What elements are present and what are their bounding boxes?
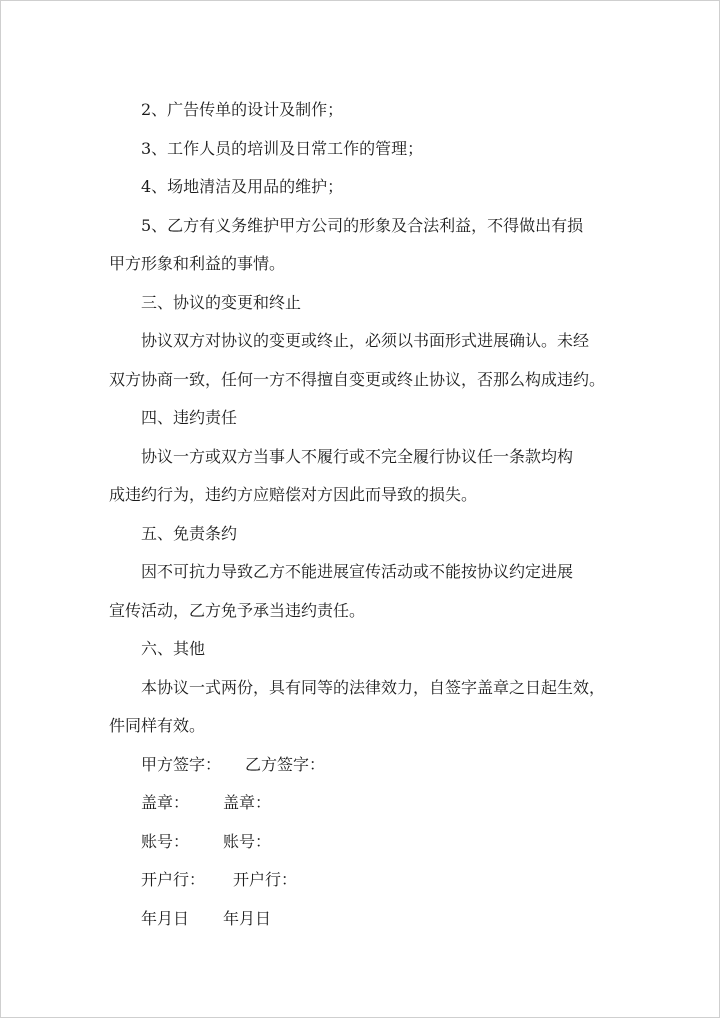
party-a-bank-label: 开户行：	[141, 870, 206, 889]
paragraph-other	[109, 669, 614, 746]
text-line: 2、广告传单的设计及制作；	[141, 100, 344, 119]
text-line: 件同样有效。	[109, 716, 206, 735]
clause-3	[109, 130, 614, 169]
party-a-seal-label: 盖章：	[141, 793, 190, 812]
text-line: 四、违约责任	[141, 408, 238, 427]
text-line: 因不可抗力导致乙方不能进展宣传活动或不能按协议约定进展	[141, 562, 574, 581]
signature-row	[109, 746, 614, 785]
paragraph-change-termination	[109, 322, 614, 399]
party-b-seal-label: 盖章：	[223, 793, 272, 812]
clause-2	[109, 91, 614, 130]
bank-row	[109, 861, 614, 900]
paragraph-force-majeure	[109, 553, 614, 630]
section-heading-force-majeure	[109, 515, 614, 554]
text-line: 成违约行为，违约方应赔偿对方因此而导致的损失。	[109, 485, 478, 504]
section-heading-change-termination	[109, 284, 614, 323]
party-b-bank-label: 开户行：	[233, 870, 298, 889]
clause-5	[109, 207, 614, 284]
text-line: 3、工作人员的培训及日常工作的管理；	[141, 138, 424, 158]
text-line: 五、免责条约	[141, 523, 238, 543]
party-b-account-label: 账号：	[223, 831, 272, 851]
party-a-account-label: 账号：	[141, 831, 190, 851]
party-b-signature-label: 乙方签字：	[245, 754, 326, 774]
date-row	[109, 900, 614, 939]
text-line: 双方协商一致，任何一方不得擅自变更或终止协议，否那么构成违约。	[109, 369, 606, 389]
text-line: 甲方形象和利益的事情。	[109, 254, 286, 273]
party-a-date-label: 年月日	[141, 908, 190, 928]
text-line: 协议双方对协议的变更或终止，必须以书面形式进展确认。未经	[141, 331, 590, 350]
text-line: 本协议一式两份，具有同等的法律效力，自签字盖章之日起生效，	[141, 677, 606, 697]
document-body	[109, 91, 614, 938]
seal-row	[109, 784, 614, 823]
party-b-date-label: 年月日	[223, 908, 272, 928]
text-line: 六、其他	[141, 639, 206, 658]
text-line: 5、乙方有义务维护甲方公司的形象及合法利益，不得做出有损	[141, 215, 584, 235]
section-heading-other	[109, 630, 614, 669]
section-heading-breach	[109, 399, 614, 438]
paragraph-breach	[109, 438, 614, 515]
clause-4	[109, 168, 614, 207]
signature-block	[109, 746, 614, 939]
account-row	[109, 823, 614, 862]
text-line: 三、协议的变更和终止	[141, 292, 302, 312]
text-line: 宣传活动，乙方免予承当违约责任。	[109, 600, 366, 620]
party-a-signature-label: 甲方签字：	[141, 754, 222, 774]
text-line: 协议一方或双方当事人不履行或不完全履行协议任一条款均构	[141, 446, 574, 466]
text-line: 4、场地清洁及用品的维护；	[141, 177, 344, 196]
